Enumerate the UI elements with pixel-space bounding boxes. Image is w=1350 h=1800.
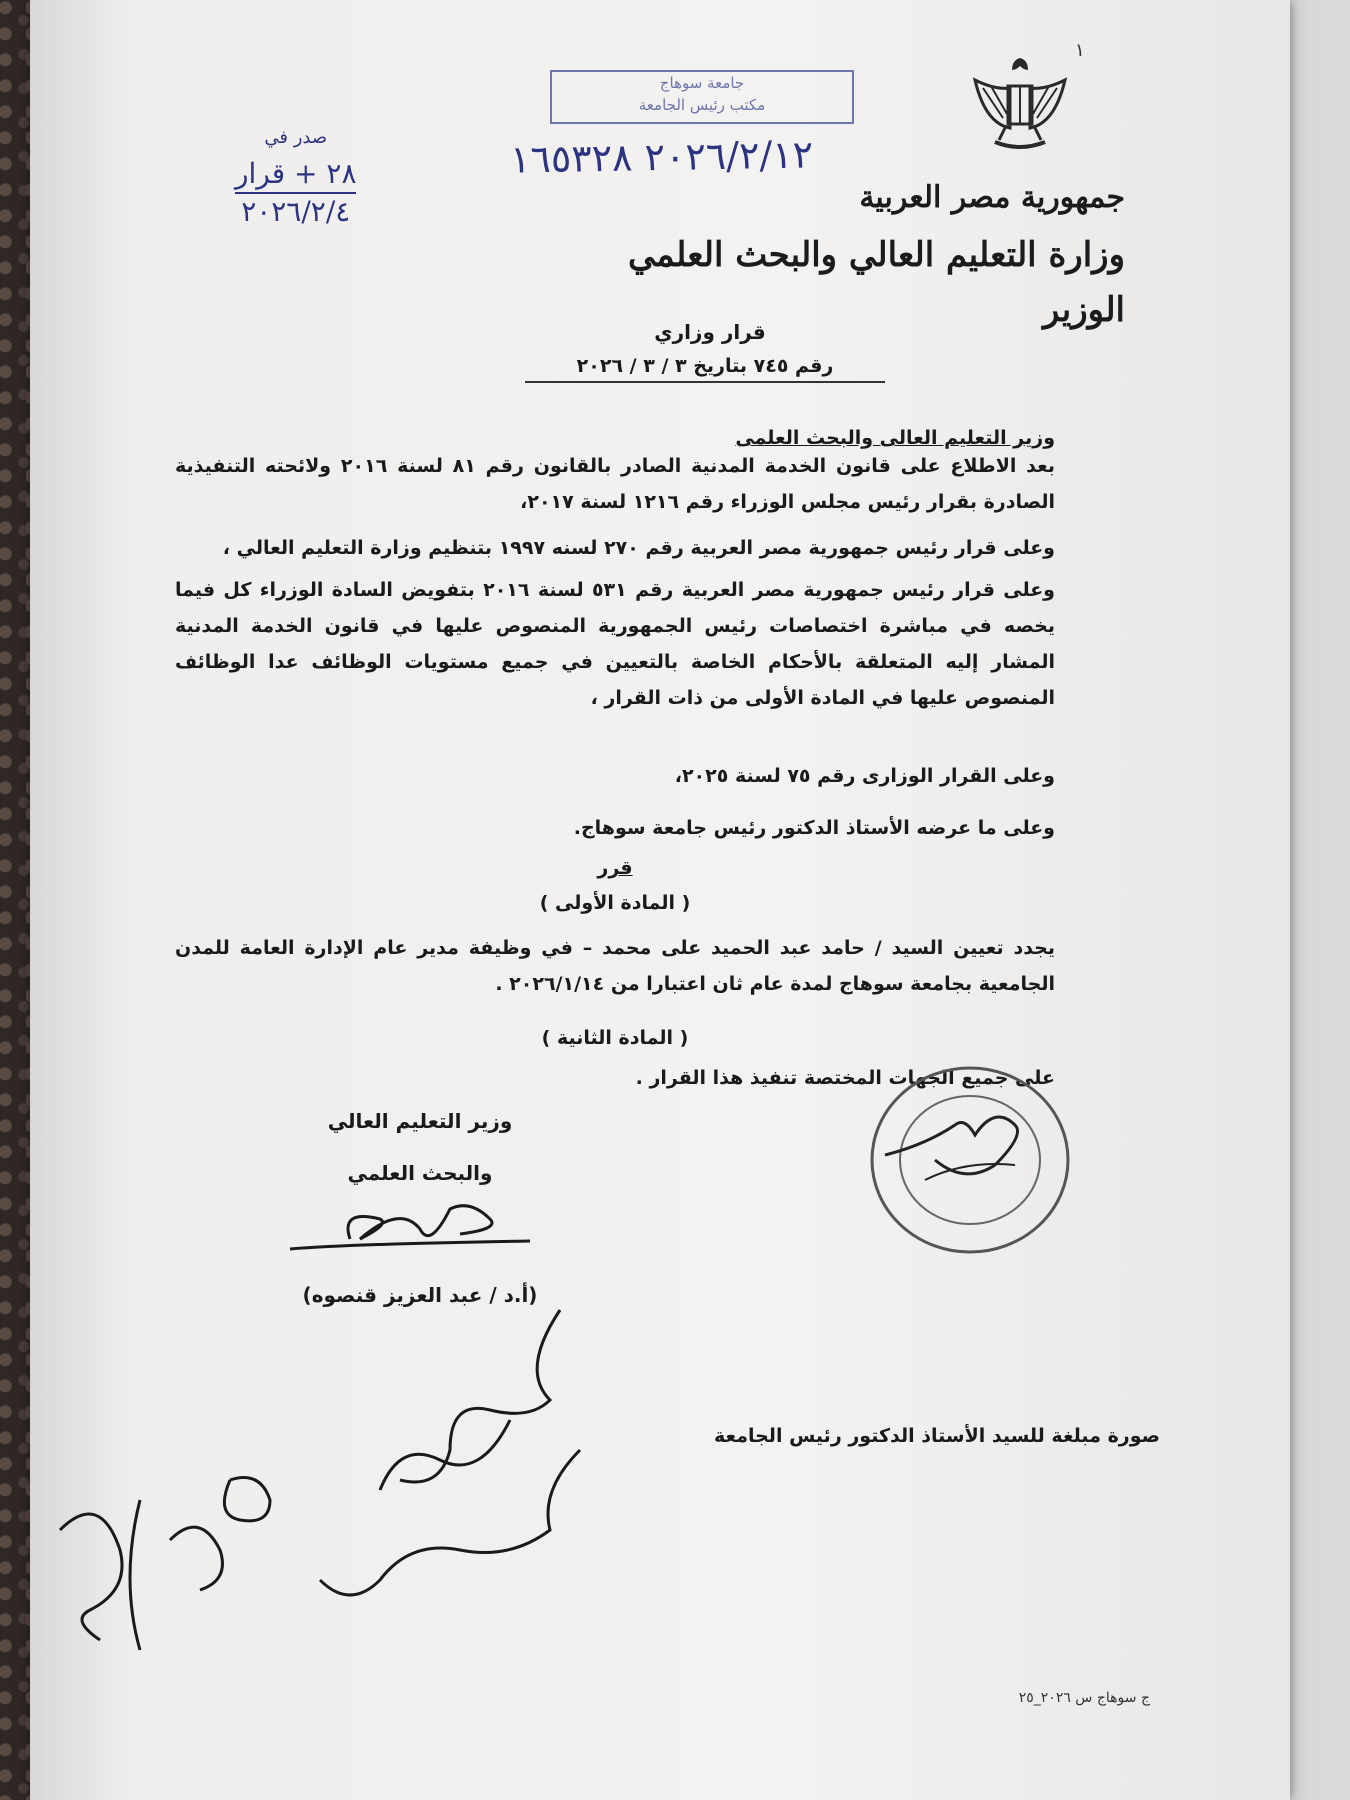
ministry-seal-icon	[865, 1060, 1075, 1260]
footer-code: ج سوهاج س ٢٠٢٦_٢٥	[1018, 1690, 1150, 1706]
corner-note-line-1: صدر في	[264, 127, 328, 148]
eagle-emblem-icon	[965, 50, 1075, 160]
article-2-text: على جميع الجهات المختصة تنفيذ هذا القرار .	[635, 1067, 1055, 1089]
decree-body	[175, 420, 1055, 1020]
decree-number-date: رقم ٧٤٥ بتاريخ ٣ / ٣ / ٢٠٢٦	[525, 355, 885, 383]
republic-heading: جمهورية مصر العربية	[859, 180, 1125, 215]
stamp-line-2: مكتب رئيس الجامعة	[638, 96, 766, 114]
minister-heading: الوزير	[1042, 290, 1125, 330]
ministry-heading: وزارة التعليم العالي والبحث العلمي	[627, 235, 1125, 275]
copy-recipient-line: صورة مبلغة للسيد الأستاذ الدكتور رئيس الجامعة	[713, 1425, 1160, 1447]
signature-title-1: وزير التعليم العالي	[327, 1109, 513, 1133]
decided-heading: قرر	[597, 857, 633, 879]
preamble-ministerial-decree: وعلى القرار الوزارى رقم ٧٥ لسنة ٢٠٢٥،	[674, 765, 1055, 787]
article-1-title: ( المادة الأولى )	[539, 892, 691, 914]
preamble-university-president: وعلى ما عرضه الأستاذ الدكتور رئيس جامعة سوهاج.	[573, 817, 1055, 839]
preamble-civil-service-law: بعد الاطلاع على قانون الخدمة المدنية الصادر بالقانون رقم ٨١ لسنة ٢٠١٦ ولائحته التنفيذية الصادرة بقرار رئيس مجلس الوزراء رقم ١٢١٦ لسنة ٢٠١٧،	[175, 455, 1056, 513]
minister-signature-block	[300, 1095, 540, 1321]
preamble-ministry-organization: وعلى قرار رئيس جمهورية مصر العربية رقم ٢٧٠ لسنه ١٩٩٧ بتنظيم وزارة التعليم العالي ،	[222, 537, 1055, 559]
preamble-delegation-decree: وعلى قرار رئيس جمهورية مصر العربية رقم ٥٣١ لسنة ٢٠١٦ بتفويض السادة الوزراء كل فيما يخصه في مباشرة اختصاصات رئيس الجمهورية المنصوص عليها في قانون الخدمة المدنية المشار إليه المتعلقة بالأحكام الخاصة بالتعيين في جميع مستويات الوظائف عدا الوظائف المنصوص عليها في المادة الأولى من ذات القرار ،	[175, 579, 1055, 709]
corner-note-line-3: ٢٠٢٦/٢/٤	[241, 195, 351, 228]
handwritten-corner-note	[235, 120, 356, 230]
page-number: ١	[1075, 40, 1085, 61]
article-2-title: ( المادة الثانية )	[541, 1027, 689, 1049]
university-office-stamp	[550, 70, 854, 124]
decree-issuer: وزير التعليم العالى والبحث العلمى	[735, 427, 1055, 449]
stamp-line-1: جامعة سوهاج	[659, 74, 745, 92]
signature-title-2: والبحث العلمي	[347, 1161, 493, 1185]
handwritten-margin-note	[40, 1300, 640, 1750]
minister-name: (أ.د / عبد العزيز قنصوه)	[302, 1283, 538, 1307]
article-1-text: يجدد تعيين السيد / حامد عبد الحميد على محمد – في وظيفة مدير عام الإدارة العامة للمدن الجامعية بجامعة سوهاج لمدة عام ثان اعتبارا من ٢٠٢٦/١/١٤ .	[175, 937, 1055, 995]
document-sheet	[30, 0, 1290, 1800]
decree-title: قرار وزاري	[654, 320, 766, 344]
corner-note-line-2: ٢٨ + قرار	[235, 156, 356, 194]
minister-handwritten-signature	[280, 1199, 540, 1269]
handwritten-serial: ٢٠٢٦/٢/١٢ ١٦٥٣٢٨	[509, 132, 814, 182]
